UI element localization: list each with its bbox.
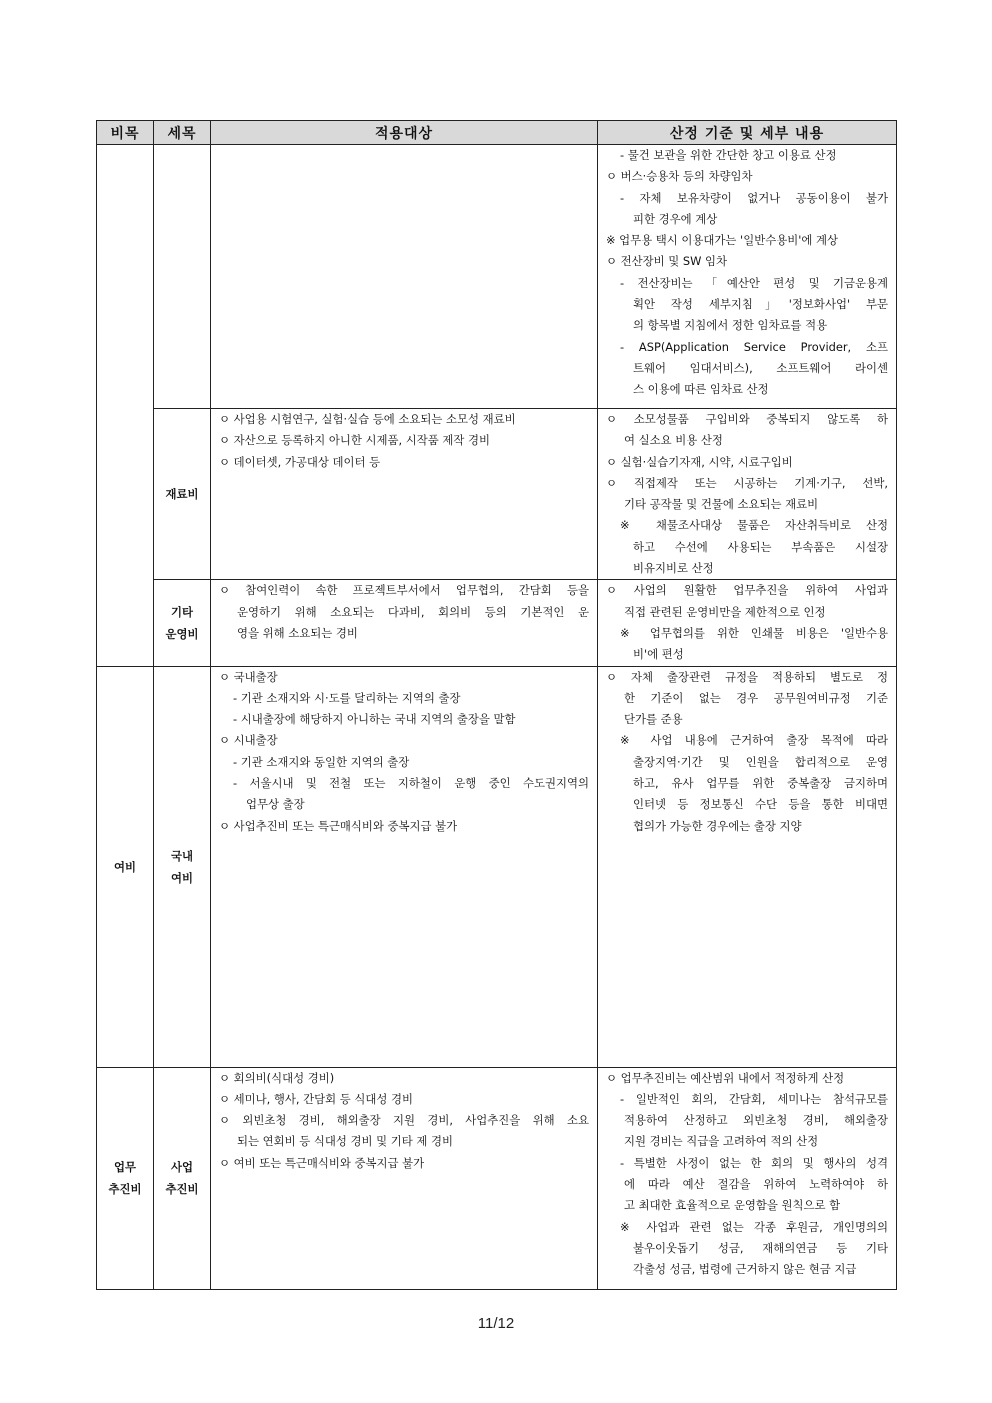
table-row [97,145,897,409]
criteria-line: 인터넷 등 정보통신 수단 등을 통한 비대면 [633,797,888,812]
header-category: 비목 [97,121,154,145]
target-line: ㅇ 참여인력이 속한 프로젝트부서에서 업무협의, 간담회 등을 [219,583,589,598]
target-line: ㅇ 외빈초청 경비, 해외출장 지원 경비, 사업추진을 위해 소요 [219,1113,589,1128]
target-cell [211,1067,598,1289]
target-line: ㅇ 자산으로 등록하지 아니한 시제품, 시작품 제작 경비 [219,433,491,448]
category-cell [97,145,154,667]
criteria-line: 획안 작성 세부지침」'정보화사업' 부문 [633,297,888,312]
table-row [97,580,897,666]
subcategory-label: 여비 [170,870,193,885]
criteria-line: ※ 사업 내용에 근거하여 출장 목적에 따라 [620,733,888,748]
target-line: ㅇ 데이터셋, 가공대상 데이터 등 [219,454,381,469]
criteria-line: ㅇ 사업의 원활한 업무추진을 위하여 사업과 [606,583,888,598]
criteria-line: 직접 관련된 운영비만을 제한적으로 인정 [624,604,826,619]
criteria-line: 협의가 가능한 경우에는 출장 지양 [633,818,802,833]
criteria-cell [598,666,897,1067]
category-label: 업무 [113,1160,136,1175]
criteria-line: 하고 수선에 사용되는 부속품은 시설장 [633,539,888,554]
target-line: 운영하기 위해 소요되는 다과비, 회의비 등의 기본적인 운 [237,604,589,619]
criteria-line: 트웨어 임대서비스), 소프트웨어 라이센 [633,360,888,375]
criteria-cell [598,409,897,580]
category-cell [97,666,154,1067]
criteria-line: 비유지비로 산정 [633,561,714,576]
criteria-line: - ASP(Application Service Provider, 소프 [620,339,888,354]
target-line: ㅇ 회의비(식대성 경비) [219,1070,335,1085]
subcategory-cell [154,145,211,409]
target-cell [211,580,598,666]
criteria-line: 하고, 유사 업무를 위한 중복출장 금지하며 [633,776,888,791]
criteria-line: ※ 업무용 택시 이용대가는 '일반수용비'에 계상 [606,233,838,248]
subcategory-label: 기타 [170,604,193,619]
target-cell [211,409,598,580]
criteria-line: 피한 경우에 계상 [633,211,718,226]
target-cell [211,145,598,409]
criteria-line: ㅇ 업무추진비는 예산범위 내에서 적정하게 산정 [606,1070,845,1085]
criteria-line: - 전산장비는 「예산안 편성 및 기금운용계 [620,275,888,290]
criteria-line: 고 최대한 효율적으로 운영함을 원칙으로 함 [624,1198,841,1213]
budget-table [96,120,897,1290]
criteria-line: 지원 경비는 직급을 고려하여 적의 산정 [624,1134,819,1149]
table-row [97,666,897,1067]
criteria-line: 비'에 편성 [633,647,684,662]
criteria-line: ※ 업무협의를 위한 인쇄물 비용은 '일반수용 [620,625,888,640]
criteria-cell [598,580,897,666]
target-line: - 기관 소재지와 시·도를 달리하는 지역의 출장 [233,690,461,705]
criteria-line: 여 실소요 비용 산정 [624,433,723,448]
target-line: 되는 연회비 등 식대성 경비 및 기타 제 경비 [237,1134,454,1149]
header-target: 적용대상 [211,121,598,145]
criteria-line: 각출성 성금, 법령에 근거하지 않은 현금 지급 [633,1262,857,1277]
subcategory-label: 운영비 [165,626,199,641]
criteria-line: 에 따라 예산 절감을 위하여 노력하여야 하 [624,1177,888,1192]
subcategory-label: 추진비 [165,1182,199,1197]
subcategory-label: 재료비 [165,487,199,502]
criteria-line: 출장지역·기간 및 인원을 합리적으로 운영 [633,754,888,769]
criteria-line: ㅇ 소모성물품 구입비와 중복되지 않도록 하 [606,412,888,426]
criteria-line: 적용하여 산정하고 외빈초청 경비, 해외출장 [624,1113,888,1128]
page-number: 11/12 [477,1315,515,1332]
category-label: 추진비 [108,1182,142,1197]
target-line: - 서울시내 및 전철 또는 지하철이 운행 중인 수도권지역의 [233,776,589,791]
subcategory-cell [154,409,211,580]
criteria-cell [598,145,897,409]
criteria-line: ※ 채물조사대상 물품은 자산취득비로 산정 [620,518,888,533]
category-cell [97,1067,154,1289]
criteria-line: 기타 공작물 및 건물에 소요되는 재료비 [624,497,819,512]
target-line: ㅇ 시내출장 [219,733,278,748]
target-line: ㅇ 사업용 시험연구, 실험·실습 등에 소요되는 소모성 재료비 [219,412,516,426]
target-line: ㅇ 세미나, 행사, 간담회 등 식대성 경비 [219,1091,414,1106]
criteria-line: - 특별한 사정이 없는 한 회의 및 행사의 성격 [620,1155,888,1170]
criteria-line: ㅇ 실험·실습기자재, 시약, 시료구입비 [606,454,793,469]
target-cell [211,666,598,1067]
criteria-line: - 일반적인 회의, 간담회, 세미나는 참석규모를 [620,1091,888,1106]
target-line: ㅇ 국내출장 [219,669,278,684]
table-body [97,145,897,1290]
criteria-line: ㅇ 자체 출장관련 규정을 적용하되 별도로 정 [606,669,888,684]
criteria-line: - 자체 보유차량이 없거나 공동이용이 불가 [620,190,888,205]
target-line: ㅇ 사업추진비 또는 특근매식비와 중복지급 불가 [219,818,458,833]
criteria-line: ※ 사업과 관련 없는 각종 후원금, 개인명의의 [620,1219,888,1234]
subcategory-label: 사업 [170,1160,193,1175]
target-line: ㅇ 여비 또는 특근매식비와 중복지급 불가 [219,1155,425,1170]
target-line: 영을 위해 소요되는 경비 [237,625,358,640]
criteria-cell [598,1067,897,1289]
criteria-line: ㅇ 직접제작 또는 시공하는 기계·기구, 선박, [606,475,888,490]
criteria-line: - 물건 보관을 위한 간단한 창고 이용료 산정 [620,148,837,162]
criteria-line: 단가를 준용 [624,712,683,727]
criteria-line: 스 이용에 따른 임차료 산정 [633,382,769,397]
header-criteria: 산정 기준 및 세부 내용 [598,121,897,145]
table-header-row [97,121,897,145]
table-row [97,409,897,580]
target-line: - 기관 소재지와 동일한 지역의 출장 [233,754,410,769]
target-line: 업무상 출장 [246,797,305,812]
criteria-line: 불우이웃돕기 성금, 재해의연금 등 기타 [633,1240,888,1255]
subcategory-cell [154,580,211,666]
subcategory-label: 국내 [170,848,193,863]
criteria-line: ㅇ 버스·승용차 등의 차량임차 [606,169,753,184]
subcategory-cell [154,1067,211,1289]
criteria-line: ㅇ 전산장비 및 SW 임차 [606,254,728,269]
criteria-line: 한 기준이 없는 경우 공무원여비규정 기준 [624,690,888,705]
header-subcategory: 세목 [154,121,211,145]
criteria-line: 의 항목별 지침에서 정한 임차료를 적용 [633,318,828,333]
target-line: - 시내출장에 해당하지 아니하는 국내 지역의 출장을 말함 [233,712,516,727]
table-row [97,1067,897,1289]
subcategory-cell [154,666,211,1067]
category-label: 여비 [113,859,136,874]
